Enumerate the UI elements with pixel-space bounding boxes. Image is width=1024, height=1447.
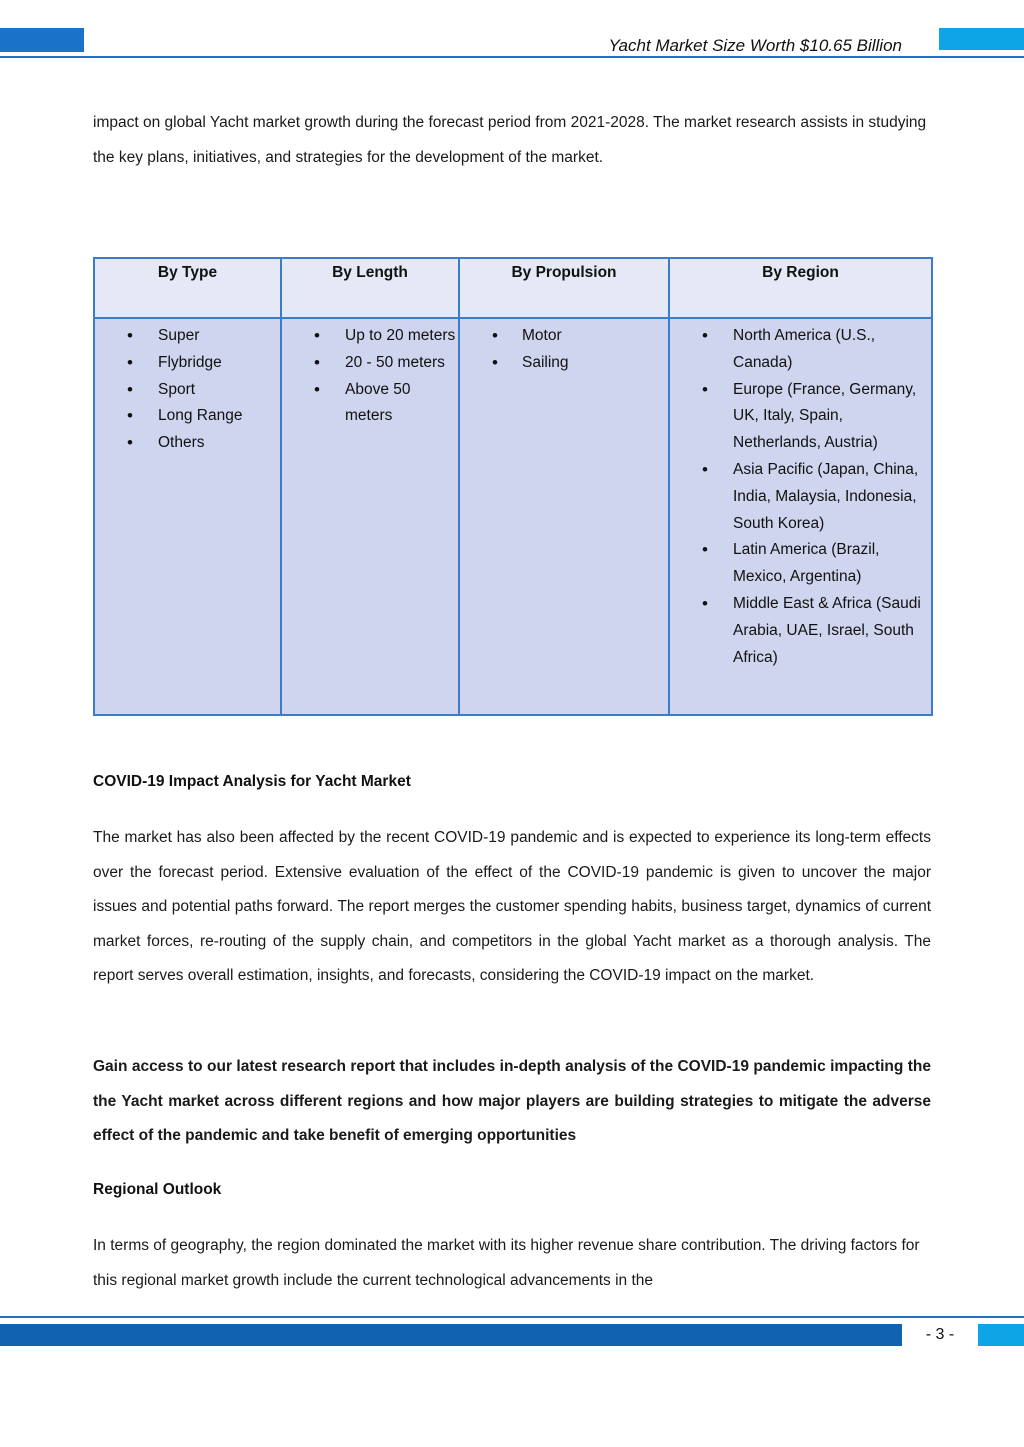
- covid-cta-paragraph: Gain access to our latest research report that includes in-depth analysis of the COVID-19 pandemic impacting the the Yacht market across different regions and how major players are building strategies to mitigate the adverse effect of the pandemic and take benefit of emerging opportunities: [93, 1058, 931, 1144]
- list-item: • Sailing: [460, 350, 668, 377]
- page-number: - 3 -: [925, 1326, 955, 1343]
- list-item: • Middle East & Africa (Saudi Arabia, UAE, Israel, South Africa): [670, 591, 931, 671]
- list-item: • Europe (France, Germany, UK, Italy, Spain, Netherlands, Austria): [670, 377, 931, 457]
- table-header-row: [94, 258, 932, 318]
- covid-paragraph: The market has also been affected by the recent COVID-19 pandemic and is expected to experience its long-term effects over the forecast period. Extensive evaluation of the effect of the COVID-19 pandemic is given to uncover the major issues and potential paths forward. The report merges the customer spending habits, business target, dynamics of current market forces, re-routing of the supply chain, and competitors in the global Yacht market as a thorough analysis. The report serves overall estimation, insights, and forecasts, considering the COVID-19 impact on the market.: [93, 829, 931, 984]
- list-item: • Others: [95, 430, 280, 457]
- intro-paragraph: impact on global Yacht market growth during the forecast period from 2021-2028. The market research assists in studying the key plans, initiatives, and strategies for the development of the market.: [93, 114, 927, 166]
- list-item: • Motor: [460, 323, 668, 350]
- list-item: • Flybridge: [95, 350, 280, 377]
- footer-accent-bar: [0, 1324, 902, 1346]
- regional-paragraph: In terms of geography, the region dominated the market with its higher revenue share contribution. The driving factors for this regional market growth include the current technological advancements in the: [93, 1237, 920, 1289]
- region-cell: [669, 318, 932, 715]
- covid-section-heading: COVID-19 Impact Analysis for Yacht Market: [93, 773, 411, 790]
- list-item: • Sport: [95, 377, 280, 404]
- header-by-type: By Type: [94, 258, 281, 318]
- list-item: • Latin America (Brazil, Mexico, Argentina): [670, 537, 931, 591]
- type-list: [95, 323, 280, 457]
- list-item: • North America (U.S., Canada): [670, 323, 931, 377]
- header-accent-block-left: [0, 28, 84, 52]
- list-item: • 20 - 50 meters: [282, 350, 458, 377]
- length-list: [282, 323, 458, 430]
- document-header-title: Yacht Market Size Worth $10.65 Billion: [608, 36, 902, 55]
- length-cell: [281, 318, 459, 715]
- propulsion-cell: [459, 318, 669, 715]
- regional-section-heading: Regional Outlook: [93, 1181, 222, 1198]
- list-item: • Super: [95, 323, 280, 350]
- table-row: [94, 318, 932, 715]
- segmentation-table: [93, 257, 933, 716]
- footer-divider: [0, 1316, 1024, 1318]
- header-by-region: By Region: [669, 258, 932, 318]
- list-item: • Asia Pacific (Japan, China, India, Malaysia, Indonesia, South Korea): [670, 457, 931, 537]
- list-item: • Long Range: [95, 403, 280, 430]
- region-list: [670, 323, 931, 671]
- type-cell: [94, 318, 281, 715]
- list-item: • Above 50 meters: [282, 377, 458, 431]
- footer-accent-block-right: [978, 1324, 1024, 1346]
- header-accent-block-right: [939, 28, 1024, 50]
- header-divider: [0, 56, 1024, 58]
- header-by-propulsion: By Propulsion: [459, 258, 669, 318]
- propulsion-list: [460, 323, 668, 377]
- list-item: • Up to 20 meters: [282, 323, 458, 350]
- header-by-length: By Length: [281, 258, 459, 318]
